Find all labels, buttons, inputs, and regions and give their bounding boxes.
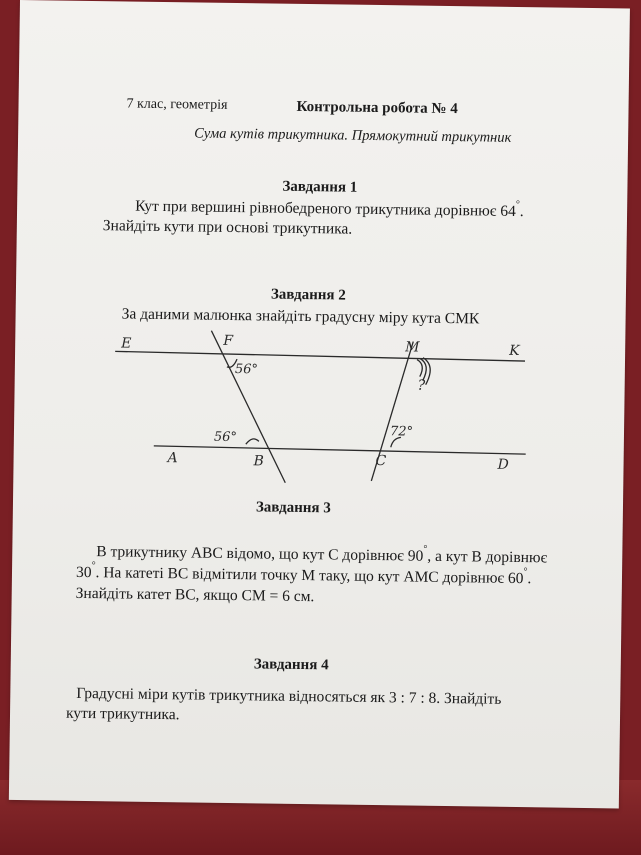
task3-line1: В трикутнику АВС відомо, що кут С дорівнює 90°, а кут В дорівнює xyxy=(96,543,548,567)
task1-line1: Кут при вершині рівнобедреного трикутника дорівнює 64°. xyxy=(135,197,524,221)
task1-line2: Знайдіть кути при основі трикутника. xyxy=(102,217,353,238)
task3-line3: Знайдіть катет ВС, якщо СМ = 6 см. xyxy=(75,584,315,606)
label-a: A xyxy=(167,450,178,467)
arc-unknown-1 xyxy=(417,360,423,377)
task2-line1: За даними малюнка знайдіть градусну міру кута СМК xyxy=(121,305,480,328)
task1-title: Завдання 1 xyxy=(282,178,358,196)
label-b: B xyxy=(253,453,264,470)
label-c: C xyxy=(375,453,387,470)
page-subtitle: Сума кутів трикутника. Прямокутний трикутник xyxy=(194,125,512,146)
angle-label-bottom-right: 72° xyxy=(389,424,414,440)
line-ad xyxy=(154,446,526,454)
task3-line2: 30°. На катеті ВС відмітили точку М таку, що кут АМС дорівнює 60°. xyxy=(75,560,532,588)
label-k: K xyxy=(509,342,520,360)
angle-label-top-left: 56° xyxy=(234,362,259,378)
class-label: 7 клас, геометрія xyxy=(126,96,228,113)
task2-title: Завдання 2 xyxy=(270,286,346,304)
angle-label-unknown: ? xyxy=(417,377,426,394)
page-title: Контрольна робота № 4 xyxy=(296,98,458,118)
label-m: M xyxy=(405,339,420,356)
task3-title: Завдання 3 xyxy=(255,499,331,517)
task4-line1: Градусні міри кутів трикутника відносяться як 3 : 7 : 8. Знайдіть xyxy=(76,684,502,708)
task4-line2: кути трикутника. xyxy=(65,704,180,724)
line-ek xyxy=(115,351,525,361)
angle-label-bottom-left: 56° xyxy=(213,429,238,446)
task4-title: Завдання 4 xyxy=(253,656,329,674)
label-d: D xyxy=(497,456,509,473)
label-e: E xyxy=(121,335,132,352)
arc-bottom-left xyxy=(246,439,259,445)
worksheet-page xyxy=(9,0,630,808)
geometry-figure xyxy=(113,327,535,498)
label-f: F xyxy=(223,332,234,350)
